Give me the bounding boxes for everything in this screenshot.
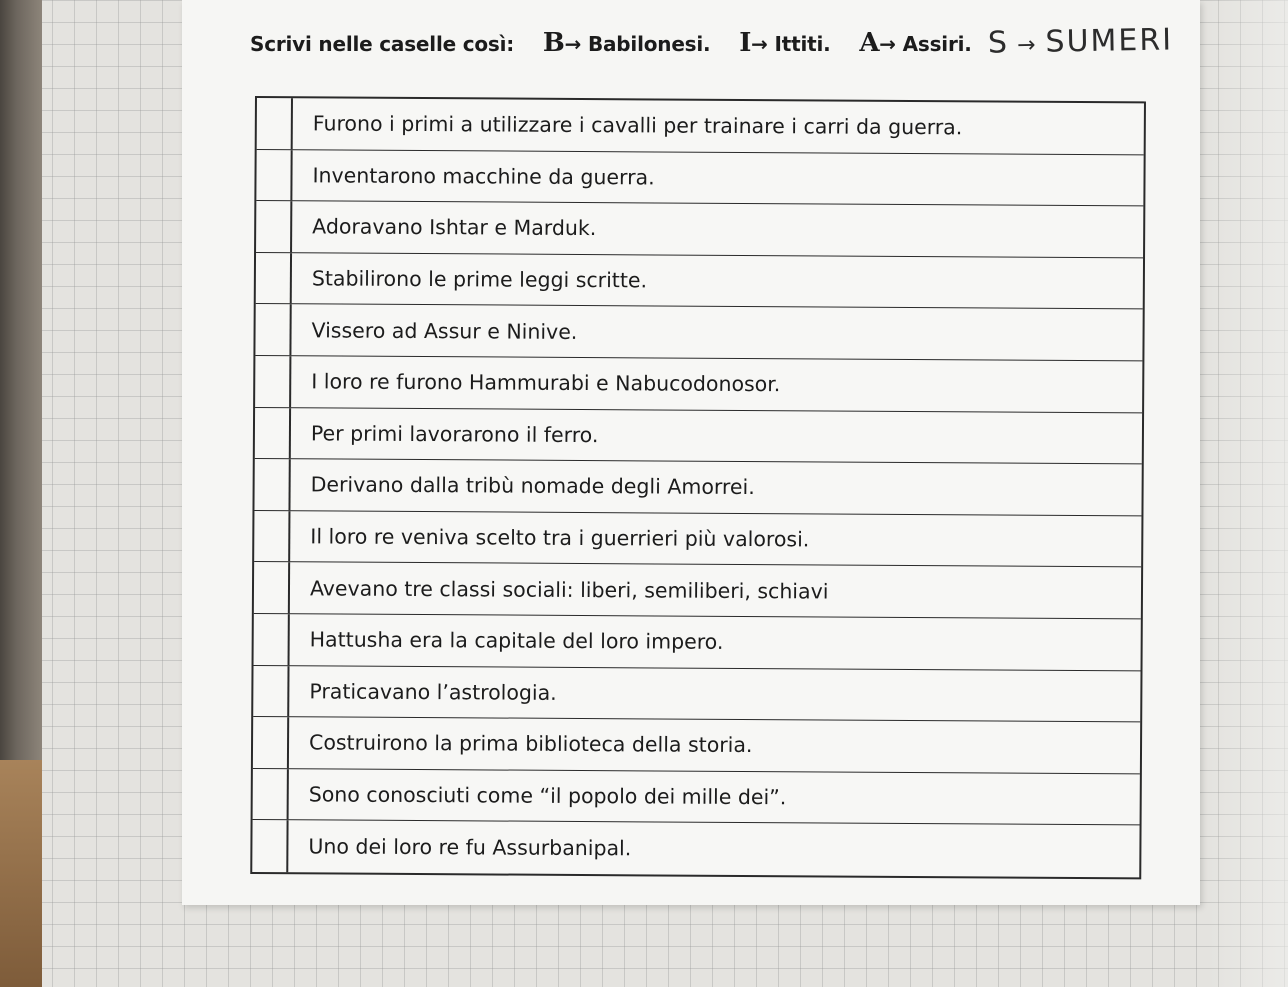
statement-text: Inventarono macchine da guerra. (312, 163, 655, 190)
answer-box[interactable] (252, 820, 288, 872)
table-row (253, 666, 1140, 723)
legend-ittiti: I→ Ittiti. (739, 28, 831, 58)
statement-text: Per primi lavorarono il ferro. (310, 421, 599, 447)
table-row (256, 201, 1143, 258)
statement-text: Costruirono la prima biblioteca della storia. (308, 730, 753, 758)
answer-box[interactable] (256, 253, 292, 304)
table-row (254, 562, 1141, 619)
table-row (253, 717, 1140, 774)
wooden-surface (0, 760, 42, 987)
answer-box[interactable] (257, 98, 293, 149)
answer-box[interactable] (253, 717, 289, 768)
table-row (257, 98, 1144, 155)
background-left-edge (0, 0, 42, 987)
statement-text: Avevano tre classi sociali: liberi, semiliberi, schiavi (309, 575, 829, 604)
table-row (254, 614, 1141, 671)
background-right-edge (1208, 0, 1288, 987)
answer-box[interactable] (253, 769, 289, 820)
statement-text: Stabilirono le prime leggi scritte. (311, 266, 648, 293)
table-row (255, 408, 1142, 465)
answer-box[interactable] (253, 666, 289, 717)
answer-box[interactable] (254, 562, 290, 613)
statement-text: Il loro re veniva scelto tra i guerrieri più valorosi. (310, 524, 810, 552)
table-row (255, 356, 1142, 413)
answer-table (250, 96, 1146, 879)
answer-box[interactable] (255, 408, 291, 459)
table-row (252, 820, 1139, 877)
instruction-line (250, 28, 994, 58)
statement-text: Adoravano Ishtar e Marduk. (312, 214, 597, 241)
table-row (253, 769, 1140, 826)
table-row (254, 511, 1141, 568)
statement-text: Sono conosciuti come “il popolo dei mille dei”. (308, 782, 787, 810)
handwritten-legend-sumeri: S → SUMERI (987, 22, 1174, 61)
answer-box[interactable] (254, 614, 290, 665)
statement-text: I loro re furono Hammurabi e Nabucodonosor. (311, 369, 781, 397)
answer-box[interactable] (254, 459, 290, 510)
table-row (256, 253, 1143, 310)
statement-text: Hattusha era la capitale del loro impero. (309, 627, 724, 655)
statement-text: Vissero ad Assur e Ninive. (311, 318, 578, 344)
statement-text: Derivano dalla tribù nomade degli Amorrei. (310, 472, 755, 500)
statement-text: Furono i primi a utilizzare i cavalli per trainare i carri da guerra. (312, 111, 963, 140)
table-row (256, 150, 1143, 207)
statement-text: Praticavano l’astrologia. (309, 679, 557, 705)
statement-text: Uno dei loro re fu Assurbanipal. (308, 834, 632, 861)
answer-box[interactable] (256, 201, 292, 252)
answer-box[interactable] (256, 150, 292, 201)
answer-box[interactable] (254, 511, 290, 562)
legend-assiri: A→ Assiri. (859, 28, 972, 58)
table-row (254, 459, 1141, 516)
answer-box[interactable] (255, 304, 291, 355)
answer-box[interactable] (255, 356, 291, 407)
instruction-lead: Scrivi nelle caselle così: (250, 32, 515, 56)
legend-babilonesi: B→ Babilonesi. (542, 28, 711, 58)
table-row (255, 304, 1142, 361)
